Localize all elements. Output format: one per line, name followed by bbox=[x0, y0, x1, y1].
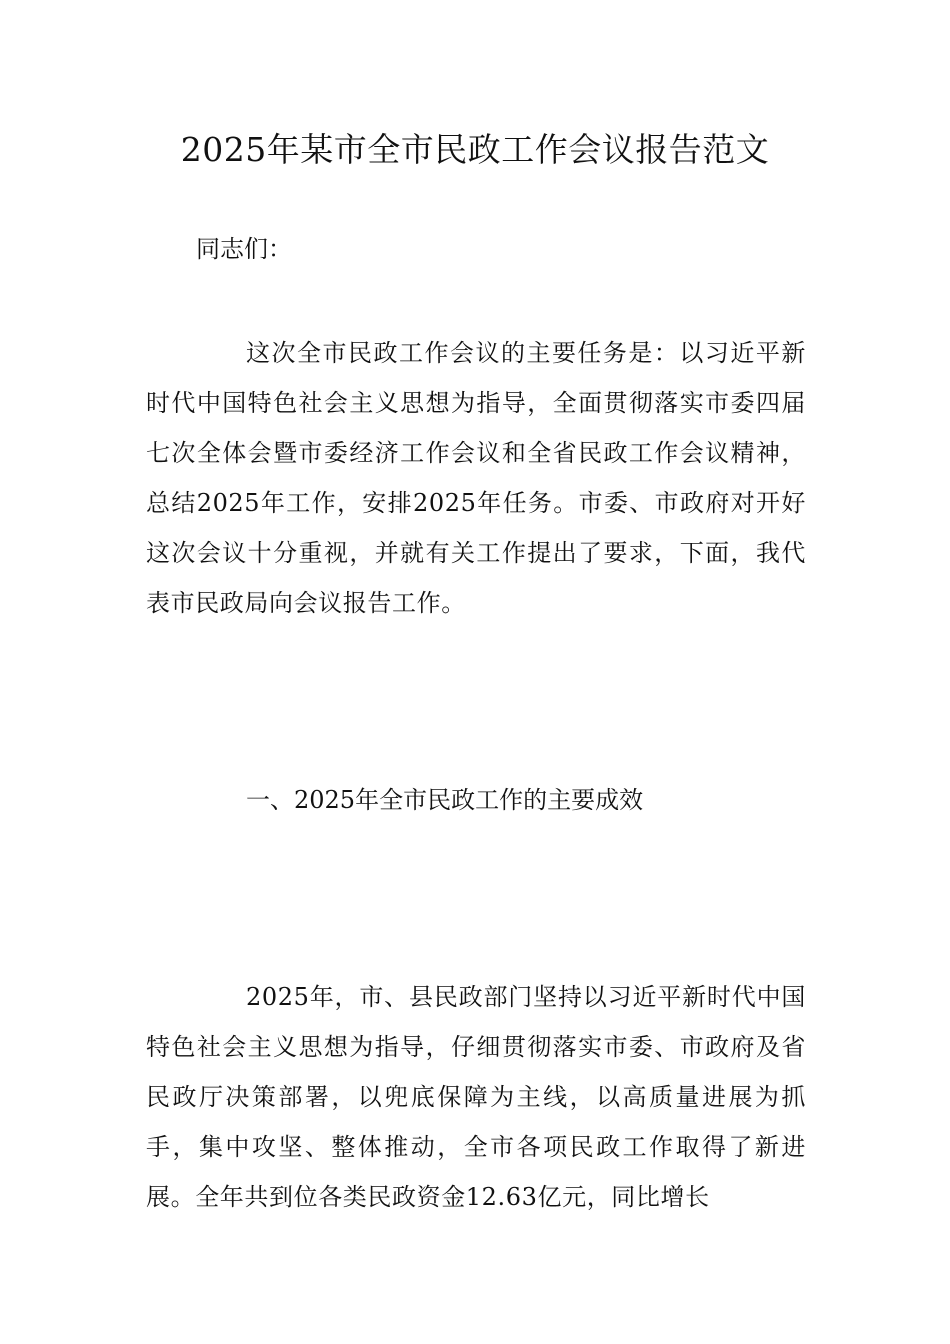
document-title: 2025年某市全市民政工作会议报告范文 bbox=[180, 130, 770, 169]
salutation: 同志们： bbox=[196, 235, 292, 263]
intro-paragraph: 这次全市民政工作会议的主要任务是：以习近平新时代中国特色社会主义思想为指导，全面贯彻落实市委四届七次全体会暨市委经济工作会议和全省民政工作会议精神，总结2025年工作，安排2025年任务。市委、市政府对开好这次会议十分重视，并就有关工作提出了要求，下面，我代表市民政局向会议报告工作。 bbox=[146, 339, 806, 617]
body-paragraph: 2025年，市、县民政部门坚持以习近平新时代中国特色社会主义思想为指导，仔细贯彻落实市委、市政府及省民政厅决策部署，以兜底保障为主线，以高质量进展为抓手，集中攻坚、整体推动，全市各项民政工作取得了新进展。全年共到位各类民政资金12.63亿元，同比增长 bbox=[146, 983, 806, 1211]
section-heading: 一、2025年全市民政工作的主要成效 bbox=[246, 786, 644, 814]
